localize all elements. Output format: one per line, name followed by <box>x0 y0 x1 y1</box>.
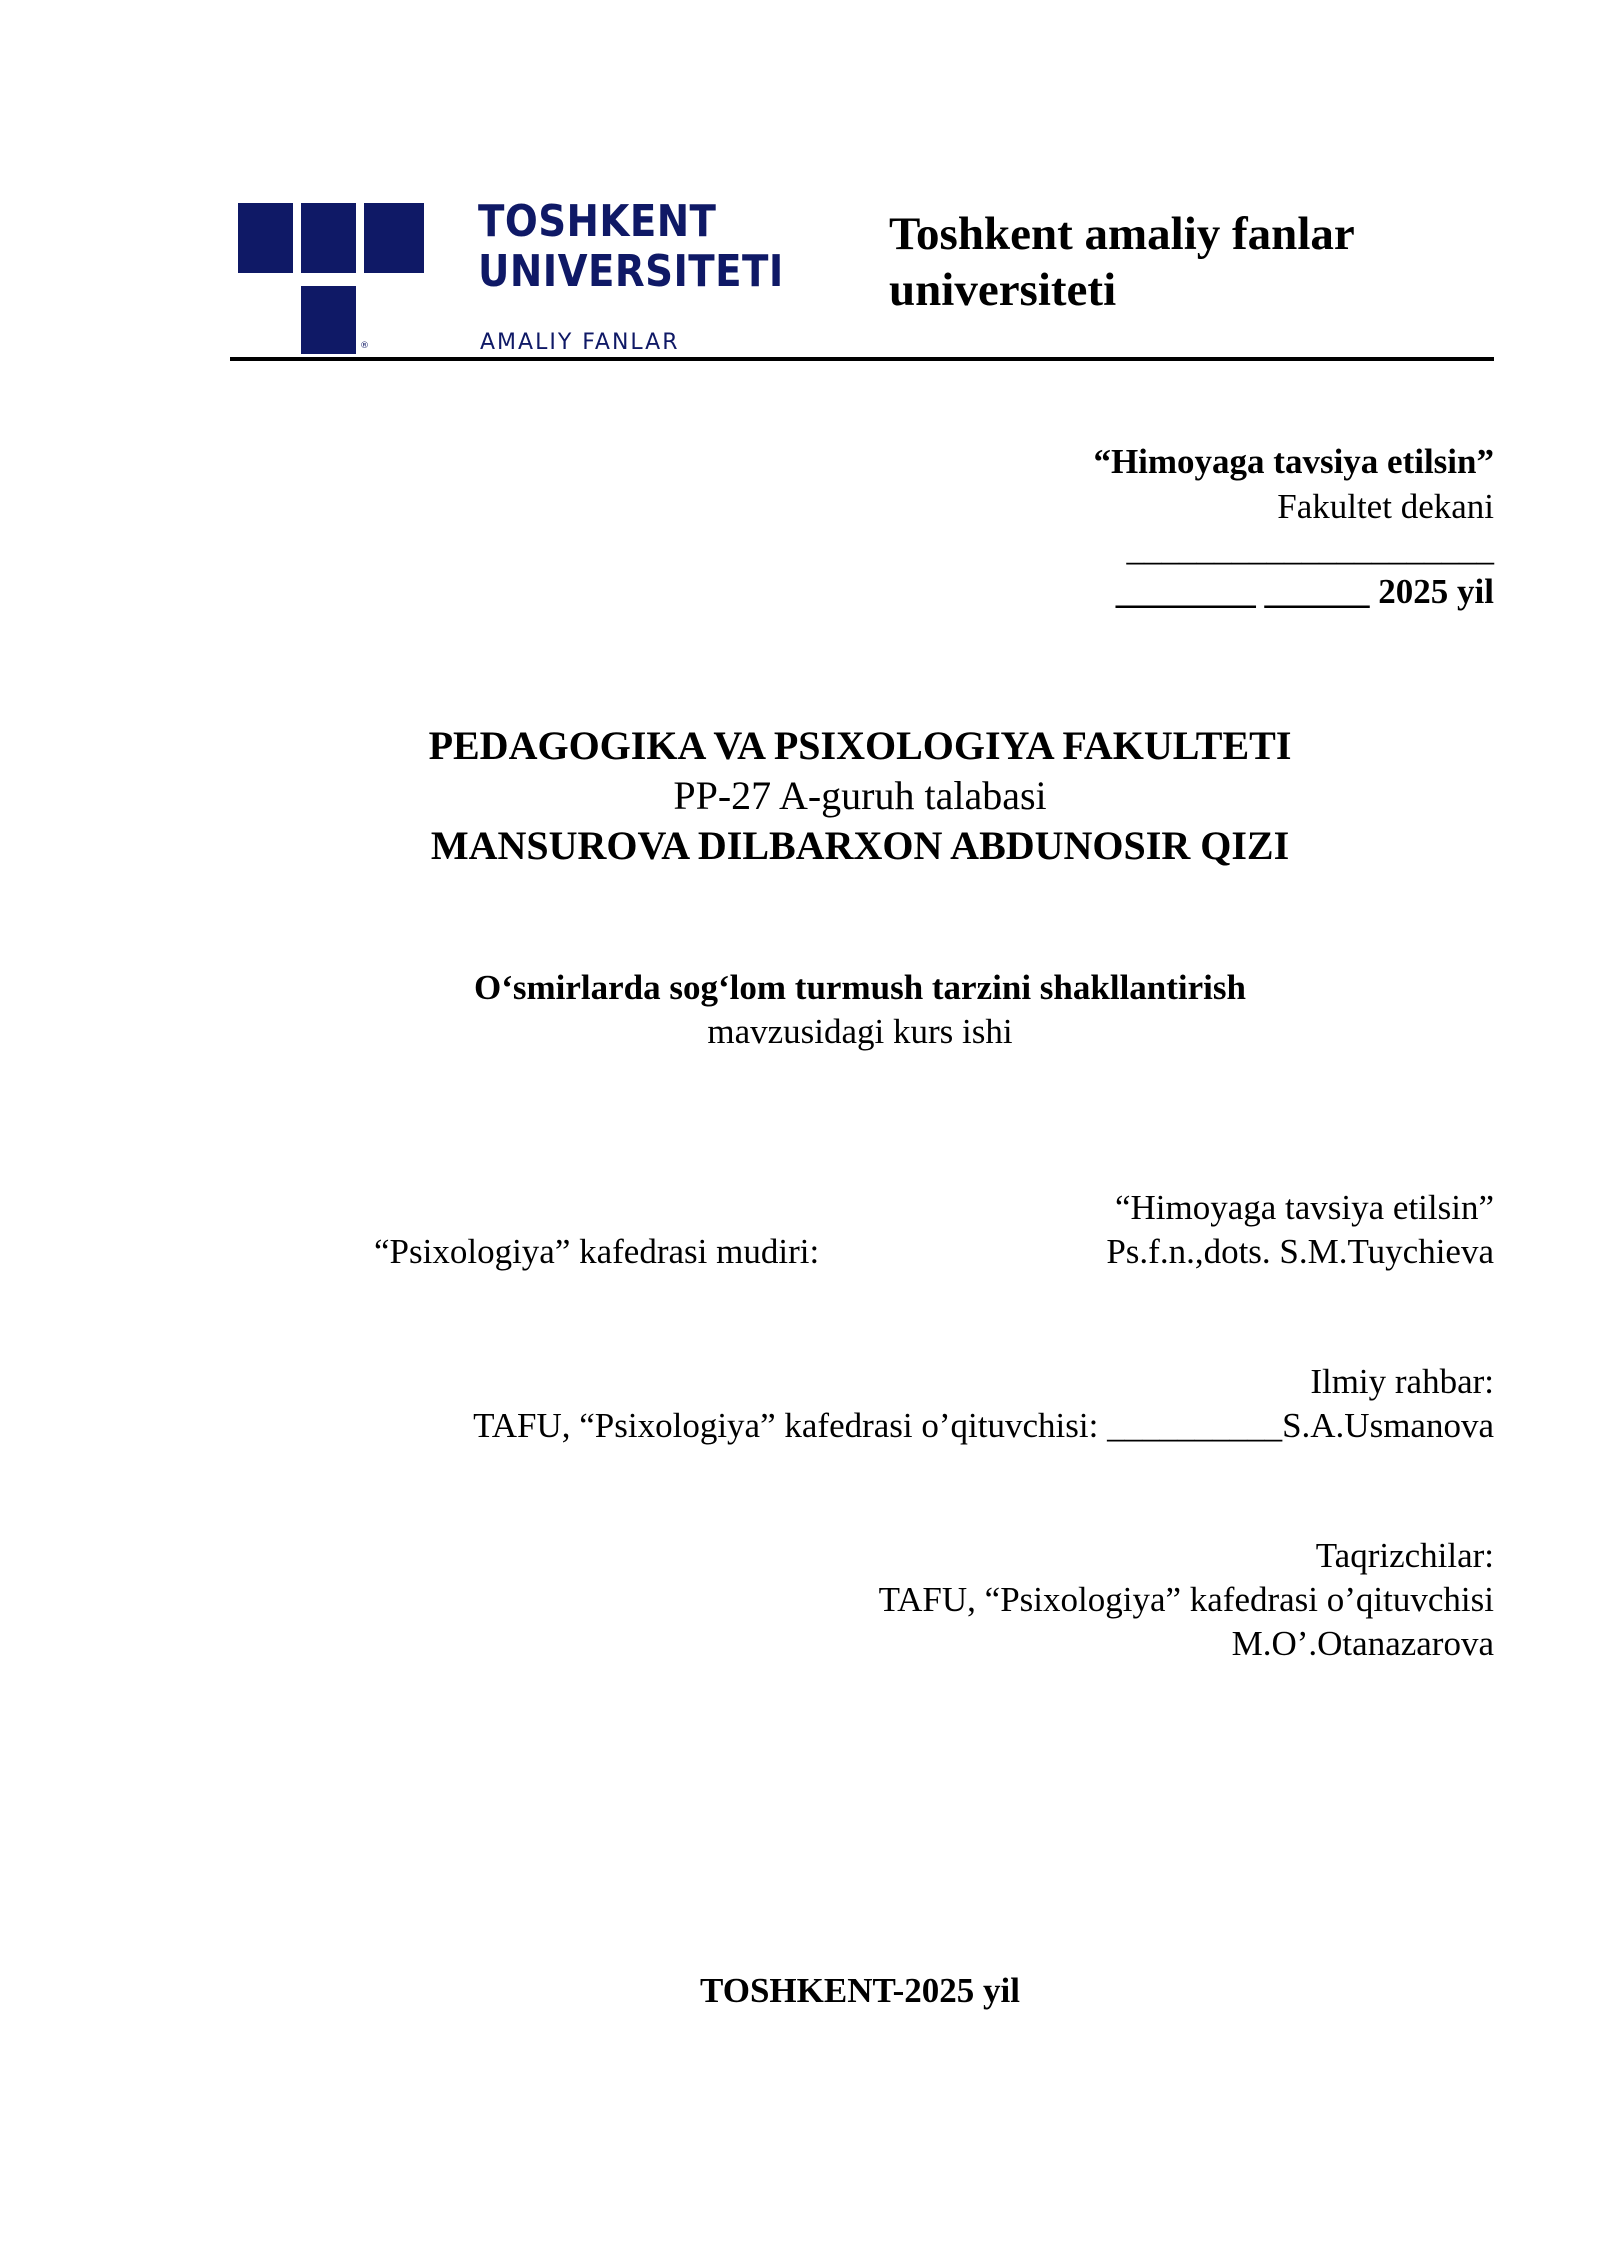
city-year: TOSHKENT-2025 yil <box>700 1971 1020 2010</box>
university-logo <box>238 203 424 354</box>
reviewers-heading: Taqrizchilar: <box>1315 1536 1494 1575</box>
faculty-name: PEDAGOGIKA VA PSIXOLOGIYA FAKULTETI <box>428 723 1292 768</box>
reviewer-position: TAFU, “Psixologiya” kafedrasi o’qituvchisi <box>878 1580 1494 1619</box>
approval-date-line: ________ ______ 2025 yil <box>1115 572 1494 611</box>
approval-signature-line: _____________________ <box>1126 529 1494 568</box>
university-title-line2: universiteti <box>889 264 1117 316</box>
logo-square <box>238 203 293 273</box>
university-title-line1: Toshkent amaliy fanlar <box>889 208 1355 260</box>
department-head-label: “Psixologiya” kafedrasi mudiri: <box>374 1232 820 1271</box>
student-group: PP-27 A-guruh talabasi <box>673 773 1047 818</box>
approval-role: Fakultet dekani <box>1277 487 1494 526</box>
logo-square <box>301 286 356 354</box>
header-divider <box>230 357 1494 361</box>
registered-mark-icon: ® <box>360 341 369 351</box>
course-work-topic: O‘smirlarda sog‘lom turmush tarzini shakllantirish <box>474 968 1246 1007</box>
department-approval-heading: “Himoyaga tavsiya etilsin” <box>1114 1188 1494 1227</box>
supervisor-line: TAFU, “Psixologiya” kafedrasi o’qituvchisi: __________S.A.Usmanova <box>473 1406 1494 1445</box>
reviewer-name: M.O’.Otanazarova <box>1231 1624 1494 1663</box>
department-head-name: Ps.f.n.,dots. S.M.Tuychieva <box>1106 1232 1494 1271</box>
logo-square <box>301 203 356 273</box>
course-work-subtitle: mavzusidagi kurs ishi <box>707 1012 1013 1051</box>
logo-text-line1: TOSHKENT <box>478 196 717 247</box>
university-title <box>889 206 1355 318</box>
logo-text-line2: UNIVERSITETI <box>478 246 784 297</box>
student-name: MANSUROVA DILBARXON ABDUNOSIR QIZI <box>430 823 1290 868</box>
approval-heading: “Himoyaga tavsiya etilsin” <box>1093 442 1494 481</box>
logo-text-line3: AMALIY FANLAR <box>480 330 680 355</box>
supervisor-heading: Ilmiy rahbar: <box>1310 1362 1494 1401</box>
logo-square <box>364 203 424 273</box>
